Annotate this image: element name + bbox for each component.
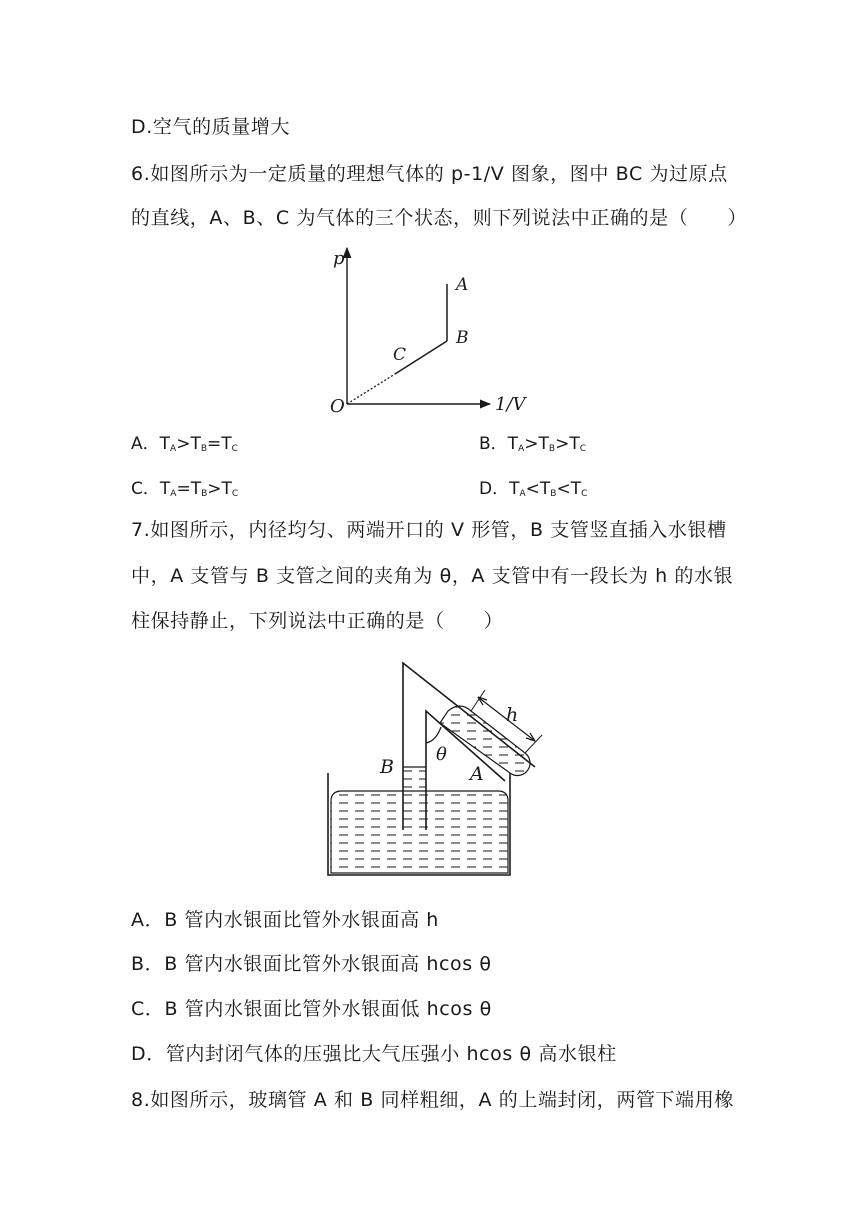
q7-option-b[interactable]: B．B 管内水银面比管外水银面高 hcos θ	[131, 953, 492, 975]
temperature-symbol: T	[159, 479, 171, 499]
question-5-option-d: D.空气的质量增大	[131, 116, 291, 138]
q6-option-c[interactable]	[131, 477, 238, 506]
q6-option-d[interactable]	[479, 477, 587, 506]
operator: >	[207, 479, 222, 499]
label-theta: θ	[436, 744, 447, 765]
operator: =	[176, 479, 191, 499]
temperature-symbol: T	[507, 434, 519, 454]
temperature-symbol: T	[538, 434, 549, 454]
state-c-label: C	[393, 345, 407, 365]
question-7-stem-line-2: 中，A 支管与 B 支管之间的夹角为 θ，A 支管中有一段长为 h 的水银	[131, 565, 734, 587]
q7-option-c[interactable]: C．B 管内水银面比管外水银面低 hcos θ	[131, 998, 492, 1020]
q6-option-a[interactable]	[131, 432, 238, 461]
question-6-stem-line-1: 6.如图所示为一定质量的理想气体的 p-1/V 图象，图中 BC 为过原点	[131, 163, 728, 185]
y-axis-label: p	[333, 248, 345, 269]
subscript: B	[200, 444, 208, 454]
q7-option-d[interactable]: D．管内封闭气体的压强比大气压强小 hcos θ 高水银柱	[131, 1043, 617, 1065]
operator: >	[524, 434, 539, 454]
temperature-symbol: T	[190, 479, 202, 499]
operator: =	[207, 434, 222, 454]
state-b-label: B	[456, 328, 469, 348]
subscript: B	[201, 489, 208, 499]
subscript: A	[170, 444, 177, 454]
subscript: B	[548, 444, 556, 454]
subscript: C	[231, 489, 239, 499]
operator: <	[525, 479, 540, 499]
subscript: A	[518, 444, 525, 454]
p-vs-inverse-v-graph	[320, 240, 540, 420]
v-tube-mercury-diagram	[320, 655, 550, 880]
temperature-symbol: T	[159, 434, 171, 454]
question-8-stem-line-1: 8.如图所示，玻璃管 A 和 B 同样粗细，A 的上端封闭，两管下端用橡	[131, 1089, 734, 1111]
state-a-label: A	[456, 275, 469, 295]
temperature-symbol: T	[221, 434, 232, 454]
label-h: h	[506, 704, 519, 726]
option-prefix: D．	[479, 479, 510, 499]
question-6-stem-line-2: 的直线，A、B、C 为气体的三个状态，则下列说法中正确的是（ ）	[131, 207, 748, 229]
temperature-symbol: T	[221, 479, 232, 499]
temperature-symbol: T	[509, 479, 520, 499]
subscript: C	[579, 444, 586, 454]
label-a: A	[470, 763, 484, 785]
q6-option-b[interactable]	[479, 432, 586, 461]
subscript: C	[231, 444, 238, 454]
question-7-stem-line-1: 7.如图所示，内径均匀、两端开口的 V 形管，B 支管竖直插入水银槽	[131, 519, 727, 541]
temperature-symbol: T	[190, 434, 201, 454]
operator: >	[176, 434, 191, 454]
question-7-stem-line-3: 柱保持静止，下列说法中正确的是（ ）	[131, 610, 504, 632]
option-prefix: B．	[479, 434, 508, 454]
subscript: B	[550, 489, 557, 499]
label-b: B	[380, 756, 394, 778]
subscript: A	[519, 489, 526, 499]
operator: >	[555, 434, 570, 454]
temperature-symbol: T	[539, 479, 551, 499]
subscript: A	[170, 489, 177, 499]
option-prefix: C．	[131, 479, 160, 499]
mercury-column-b	[403, 767, 426, 821]
dotted-extension-line	[347, 374, 395, 404]
angle-arc	[426, 727, 441, 743]
temperature-symbol: T	[570, 479, 582, 499]
q7-option-a[interactable]: A．B 管内水银面比管外水银面高 h	[131, 909, 439, 931]
x-axis-label: 1/V	[495, 394, 526, 415]
operator: <	[556, 479, 571, 499]
origin-label: O	[330, 396, 345, 417]
temperature-symbol: T	[569, 434, 580, 454]
subscript: C	[581, 489, 588, 499]
option-prefix: A．	[131, 434, 160, 454]
